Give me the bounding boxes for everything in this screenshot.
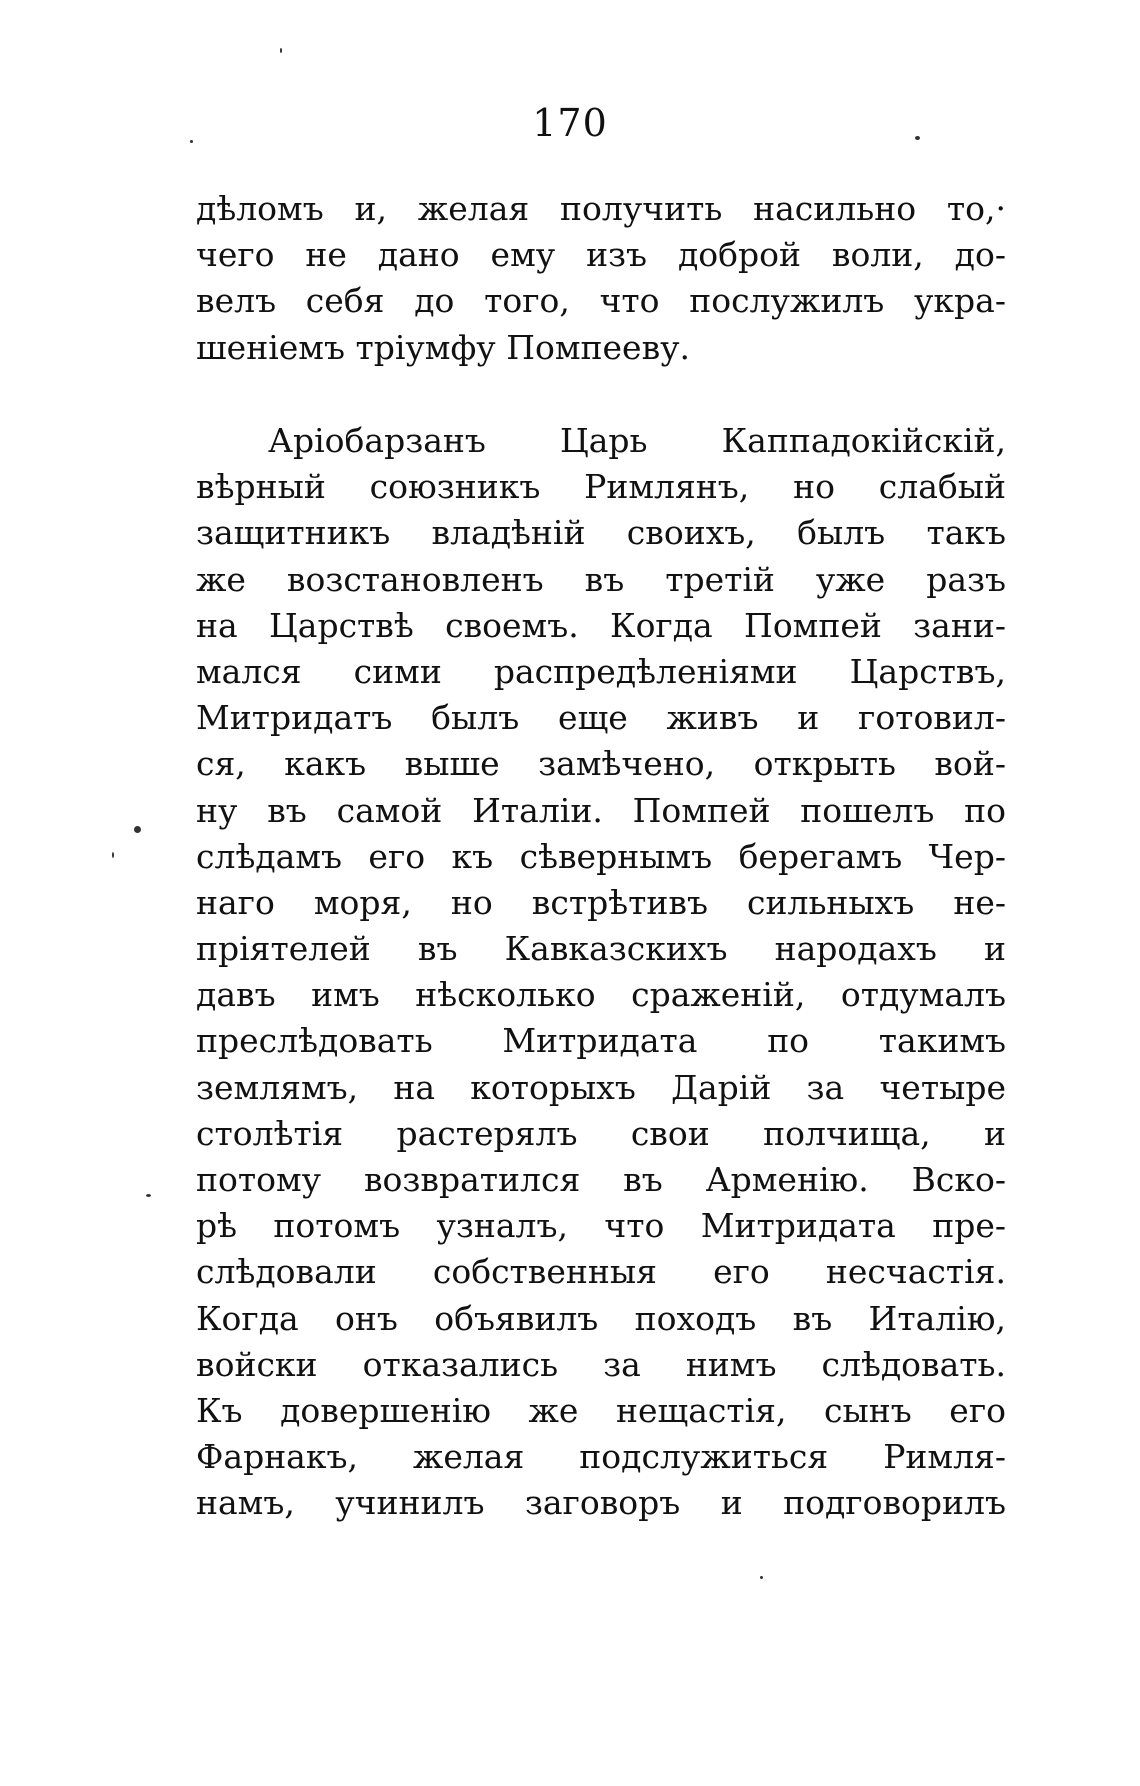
text-line: рѣ потомъ узналъ, что Митридата пре- [196, 1206, 1006, 1246]
text-line: слѣдовали собственныя его несчастія. [196, 1252, 1006, 1292]
text-line: потому возвратился въ Арменію. Вско- [196, 1160, 1006, 1199]
text-line: Аріобарзанъ Царь Каппадокійскій, [268, 421, 1006, 460]
text-line: вѣрный союзникъ Римлянъ, но слабый [196, 467, 1006, 507]
text-line: землямъ, на которыхъ Дарій за четыре [196, 1067, 1006, 1107]
text-line: шеніемъ тріумфу Помпееву. [196, 327, 691, 367]
page-number: 170 [532, 101, 608, 145]
scan-speck [134, 826, 141, 833]
text-line: ся, какъ выше замѣчено, открыть вой- [196, 744, 1006, 784]
text-line: пріятелей въ Кавказскихъ народахъ и [196, 929, 1006, 969]
scan-speck [280, 48, 282, 53]
text-line: давъ имъ нѣсколько сраженій, отдумалъ [196, 975, 1006, 1015]
text-line: же возстановленъ въ третій уже разъ [196, 559, 1006, 599]
continuation-text [196, 186, 1006, 371]
text-line: слѣдамъ его къ сѣвернымъ берегамъ Чер- [196, 836, 1006, 876]
scan-speck [190, 140, 193, 143]
scan-speck [112, 852, 114, 858]
text-line: столѣтія растерялъ свои полчища, и [196, 1113, 1006, 1153]
text-line: дѣломъ и, желая получить насильно то,· [196, 189, 1006, 228]
text-line: намъ, учинилъ заговоръ и подговорилъ [196, 1483, 1006, 1523]
text-line: чего не дано ему изъ доброй воли, до- [196, 235, 1006, 275]
text-line: Къ довершенію же нещастія, сынъ его [196, 1390, 1006, 1430]
text-line: Когда онъ объявилъ походъ въ Италію, [196, 1298, 1006, 1338]
scan-speck [760, 1576, 763, 1579]
scan-speck [915, 136, 920, 140]
text-line: преслѣдовать Митридата по такимъ [196, 1021, 1006, 1061]
text-line: велъ себя до того, что послужилъ укра- [196, 281, 1006, 321]
text-line: Фарнакъ, желая подслужиться Римля- [196, 1437, 1006, 1477]
text-line: защитникъ владѣній своихъ, былъ такъ [196, 513, 1006, 553]
text-line: мался сими распредѣленіями Царствъ, [196, 651, 1006, 691]
text-line: наго моря, но встрѣтивъ сильныхъ не- [196, 882, 1006, 922]
paragraph-text [196, 418, 1006, 1527]
scan-speck [146, 1194, 151, 1197]
text-line: ну въ самой Италіи. Помпей пошелъ по [196, 790, 1006, 830]
text-line: войски отказались за нимъ слѣдовать. [196, 1344, 1006, 1384]
text-line: Митридатъ былъ еще живъ и готовил- [196, 698, 1006, 738]
text-line: на Царствѣ своемъ. Когда Помпей зани- [196, 605, 1006, 645]
